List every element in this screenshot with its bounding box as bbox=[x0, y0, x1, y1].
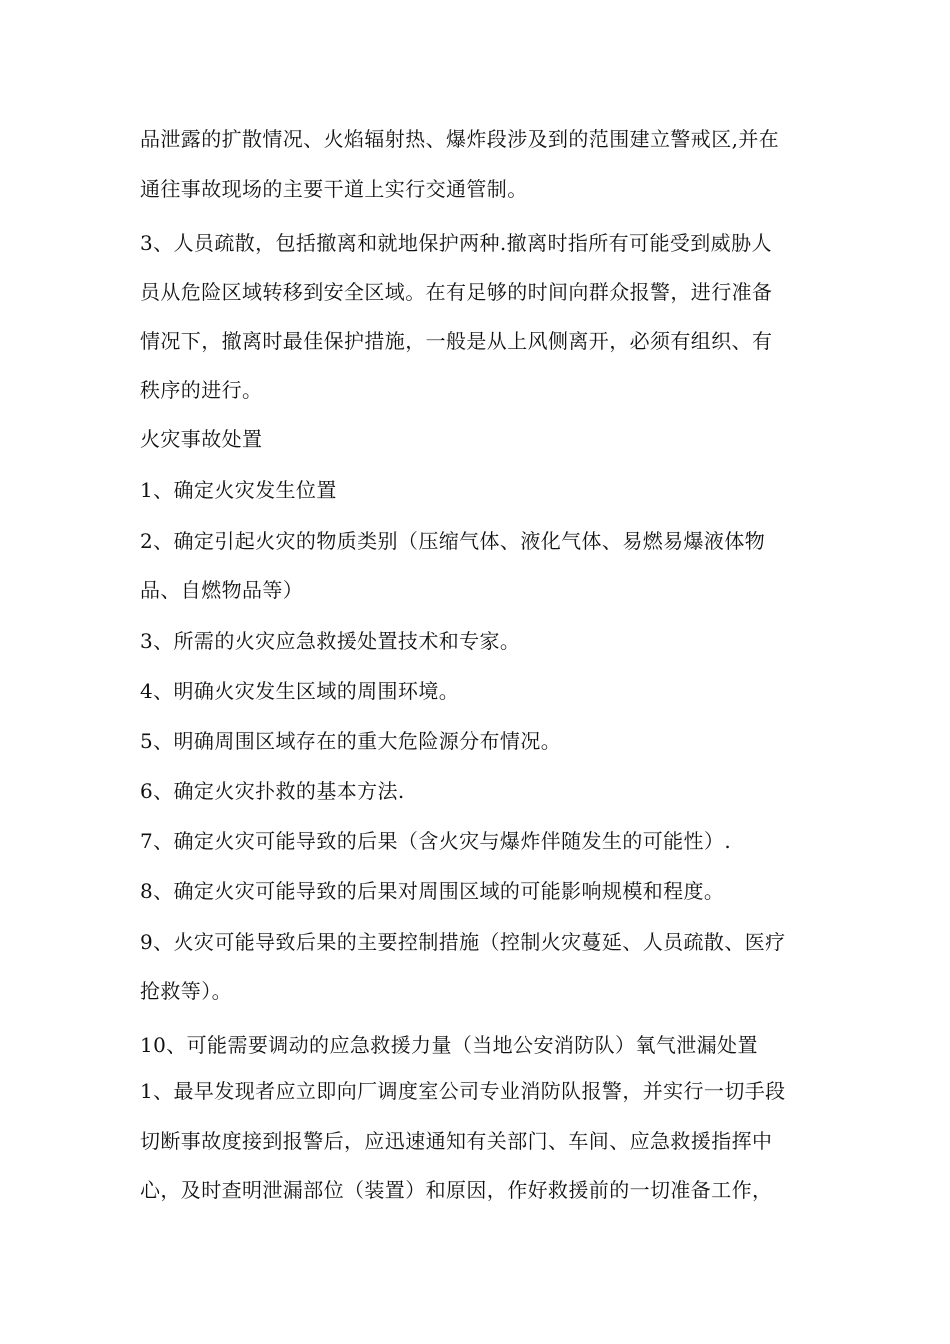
section-heading-fire: 火灾事故处置 bbox=[140, 427, 263, 451]
text-line-1: 品泄露的扩散情况、火焰辐射热、爆炸段涉及到的范围建立警戒区,并在 bbox=[140, 127, 780, 151]
text-line-10: 品、自燃物品等） bbox=[140, 578, 304, 602]
text-line-2: 通往事故现场的主要干道上实行交通管制。 bbox=[140, 177, 528, 201]
text-line-8: 1、确定火灾发生位置 bbox=[140, 478, 337, 502]
text-line-5: 情况下，撤离时最佳保护措施，一般是从上风侧离开，必须有组织、有 bbox=[140, 329, 773, 353]
text-line-3: 3、人员疏散，包括撤离和就地保护两种.撤离时指所有可能受到威胁人 bbox=[140, 231, 772, 255]
text-line-18: 抢救等）。 bbox=[140, 979, 232, 1003]
text-line-20: 1、最早发现者应立即向厂调度室公司专业消防队报警，并实行一切手段 bbox=[140, 1079, 786, 1103]
text-line-16: 8、确定火灾可能导致的后果对周围区域的可能影响规模和程度。 bbox=[140, 879, 725, 903]
text-line-14: 6、确定火灾扑救的基本方法. bbox=[140, 779, 405, 803]
text-line-15: 7、确定火灾可能导致的后果（含火灾与爆炸伴随发生的可能性）. bbox=[140, 829, 732, 853]
text-line-21: 切断事故度接到报警后，应迅速通知有关部门、车间、应急救援指挥中 bbox=[140, 1129, 773, 1153]
text-line-22: 心，及时查明泄漏部位（装置）和原因，作好救援前的一切准备工作， bbox=[140, 1178, 773, 1202]
text-line-4: 员从危险区域转移到安全区域。在有足够的时间向群众报警，进行准备 bbox=[140, 280, 773, 304]
text-line-12: 4、明确火灾发生区域的周围环境。 bbox=[140, 679, 460, 703]
text-line-11: 3、所需的火灾应急救援处置技术和专家。 bbox=[140, 629, 521, 653]
text-line-9: 2、确定引起火灾的物质类别（压缩气体、液化气体、易燃易爆液体物 bbox=[140, 529, 766, 553]
text-line-19: 10、可能需要调动的应急救援力量（当地公安消防队）氧气泄漏处置 bbox=[140, 1033, 758, 1057]
text-line-17: 9、火灾可能导致后果的主要控制措施（控制火灾蔓延、人员疏散、医疗 bbox=[140, 930, 786, 954]
text-line-13: 5、明确周围区域存在的重大危险源分布情况。 bbox=[140, 729, 562, 753]
text-line-6: 秩序的进行。 bbox=[140, 378, 263, 402]
